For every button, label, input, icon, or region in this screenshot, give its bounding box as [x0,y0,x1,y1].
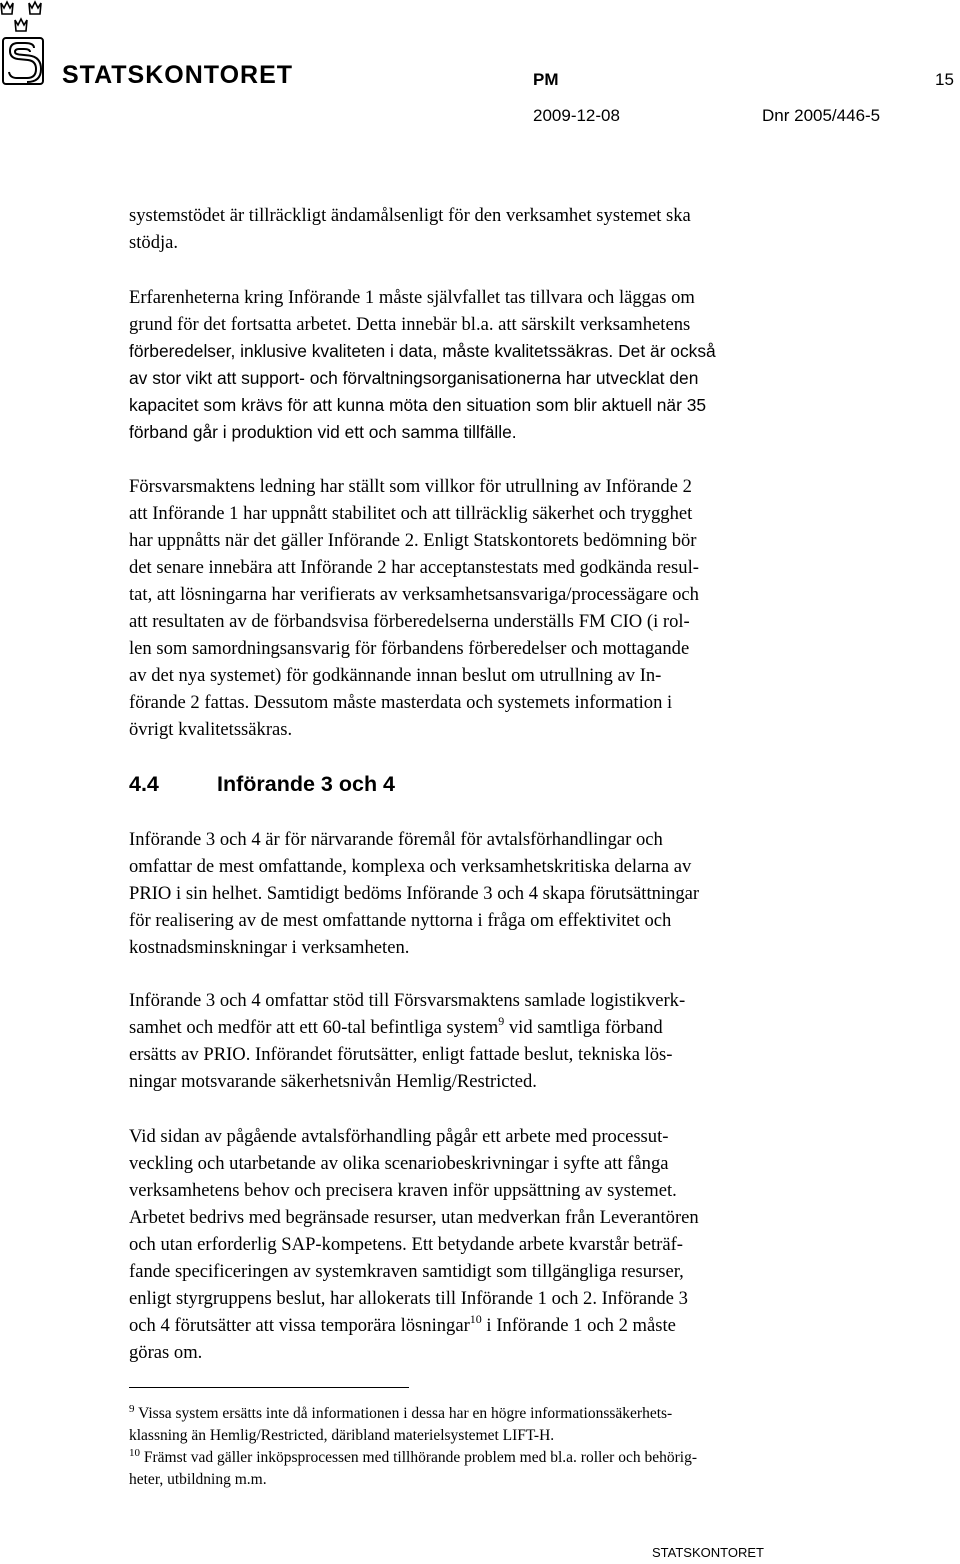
organization-wordmark: STATSKONTORET [62,61,294,89]
text-line [129,1312,849,1339]
text-line: och utan erforderlig SAP-kompetens. Ett betydande arbete kvarstår beträf- [129,1234,683,1255]
text-line: övrigt kvalitetssäkras. [129,719,293,740]
text-line: len som samordningsansvarig för förbandens förberedelser och mottagande [129,638,690,659]
text-line: Införande 3 och 4 omfattar stöd till Försvarsmaktens samlade logistikverk- [129,990,686,1011]
document-type: PM [533,70,559,89]
text-line: omfattar de mest omfattande, komplexa och verksamhetskritiska delarna av [129,856,692,877]
footnote-line [129,1447,697,1469]
text-segment: förberedelser, inklusive kvaliteten i data, måste kvalitetssäkras. [129,341,614,361]
paragraph-2 [129,284,849,446]
footnote-number: 9 [129,1403,135,1415]
text-line: Vid sidan av pågående avtalsförhandling pågår ett arbete med processut- [129,1126,669,1147]
text-line [129,338,849,365]
paragraph-1 [129,202,849,256]
text-line: kostnadsminskningar i verksamheten. [129,937,410,958]
text-line: av det nya systemet) för godkännande innan beslut om utrullning av In- [129,665,662,686]
text-line [129,1014,849,1041]
text-line: förband går i produktion vid ett och samma tillfälle. [129,422,517,442]
text-segment: samhet och medför att ett 60-tal befintliga system [129,1017,499,1038]
text-line: kapacitet som krävs för att kunna möta den situation som blir aktuell när 35 [129,395,707,415]
text-segment: i Införande 1 och 2 måste [481,1315,676,1336]
footnote-text: Vissa system ersätts inte då informationen i dessa har en högre informationssäkerhets- [134,1405,673,1422]
text-line: Införande 3 och 4 är för närvarande föremål för avtalsförhandlingar och [129,829,663,850]
page-number: 15 [935,70,954,89]
text-line [129,311,849,338]
text-segment: grund för det fortsatta arbetet. Detta innebär bl.a. att särskilt verksamhetens [129,314,691,335]
text-line: fande specificeringen av systemkraven samtidigt som tillgängliga resurser, [129,1261,684,1282]
text-line: det senare innebära att Införande 2 har acceptanstestats med godkända resul- [129,557,699,578]
text-segment: Det är också [613,341,716,361]
section-title: Införande 3 och 4 [217,772,396,796]
text-line: att resultaten av de förbandsvisa förberedelserna underställs FM CIO (i rol- [129,611,690,632]
footnote-ref-9[interactable]: 9 [498,1014,505,1028]
text-line: PRIO i sin helhet. Samtidigt bedöms Införande 3 och 4 skapa förutsättningar [129,883,700,904]
footnote-ref-10[interactable]: 10 [469,1312,482,1326]
footnote-line [129,1403,672,1425]
statskontoret-logo [0,0,60,90]
text-line: enligt styrgruppens beslut, har allokerats till Införande 1 och 2. Införande 3 [129,1288,688,1309]
text-line: har uppnåtts när det gäller Införande 2. Enligt Statskontorets bedömning bör [129,530,697,551]
document-dnr: Dnr 2005/446-5 [762,106,881,125]
footer-organization: STATSKONTORET [652,1545,764,1560]
text-line: verksamhetens behov och precisera kraven inför uppsättning av systemet. [129,1180,677,1201]
document-date: 2009-12-08 [533,106,620,125]
text-line: att Införande 1 har uppnått stabilitet och att tillräcklig säkerhet och trygghet [129,503,693,524]
text-line: göras om. [129,1342,203,1363]
text-line: stödja. [129,232,179,253]
text-line: Arbetet bedrivs med begränsade resurser, utan medverkan från Leverantören [129,1207,699,1228]
footnote-line: klassning än Hemlig/Restricted, däribland materielsystemet LIFT-H. [129,1427,555,1444]
text-line: tat, att lösningarna har verifierats av verksamhetsansvariga/processägare och [129,584,699,605]
text-line: veckling och utarbetande av olika scenariobeskrivningar i syfte att fånga [129,1153,669,1174]
footnote-separator [129,1387,409,1388]
paragraph-4 [129,826,849,961]
paragraph-3 [129,473,849,743]
footnote-9 [129,1403,672,1447]
footnote-10 [129,1447,697,1491]
text-line: ningar motsvarande säkerhetsnivån Hemlig/Restricted. [129,1071,537,1092]
text-line: förande 2 fattas. Dessutom måste masterdata och systemets information i [129,692,673,713]
paragraph-5 [129,987,849,1095]
text-segment: vid samtliga förband [504,1017,663,1038]
text-line: systemstödet är tillräckligt ändamålsenligt för den verksamhet systemet ska [129,205,691,226]
statskontoret-crowns-s-logo-icon [0,0,60,90]
text-line: av stor vikt att support- och förvaltningsorganisationerna har utvecklat den [129,368,699,388]
text-line: Försvarsmaktens ledning har ställt som villkor för utrullning av Införande 2 [129,476,692,497]
text-segment: och 4 förutsätter att vissa temporära lösningar [129,1315,470,1336]
section-number: 4.4 [129,772,159,796]
section-heading [129,770,395,798]
footnote-line: heter, utbildning m.m. [129,1471,267,1488]
text-line: för realisering av de mest omfattande nyttorna i fråga om effektivitet och [129,910,672,931]
text-line: ersätts av PRIO. Införandet förutsätter, enligt fattade beslut, tekniska lös- [129,1044,673,1065]
footnote-number: 10 [129,1447,140,1459]
text-line [129,284,849,311]
text-segment: Erfarenheterna kring Införande 1 måste självfallet tas tillvara och läggas om [129,287,695,308]
footnote-text: Främst vad gäller inköpsprocessen med tillhörande problem med bl.a. roller och behörig- [140,1449,697,1466]
paragraph-6 [129,1123,849,1366]
